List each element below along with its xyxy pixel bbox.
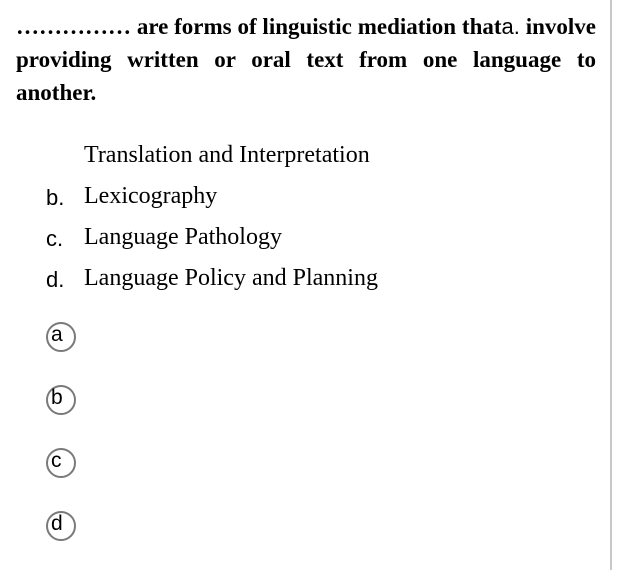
question-stem: are forms of linguistic mediation that (131, 14, 502, 39)
radio-choice-label: c (51, 449, 62, 472)
option-c (0, 220, 600, 261)
page-edge-rule (610, 0, 612, 570)
radio-choice-label: b (51, 386, 63, 409)
answer-choices (46, 322, 76, 574)
question-trailing-option-letter: a. (501, 14, 520, 39)
option-text: Lexicography (84, 183, 218, 209)
question-blank: …………… (16, 14, 131, 39)
radio-choice-label: a (51, 323, 63, 346)
radio-choice-d[interactable] (46, 511, 76, 541)
option-a (0, 138, 600, 179)
option-list (0, 138, 600, 302)
option-b (0, 179, 600, 220)
option-letter: c. (46, 226, 64, 251)
option-letter: b. (46, 185, 65, 210)
radio-choice-a[interactable] (46, 322, 76, 352)
radio-choice-label: d (51, 512, 63, 535)
question-text (16, 10, 596, 109)
option-text: Language Policy and Planning (84, 265, 378, 291)
option-letter: d. (46, 267, 65, 292)
option-text: Language Pathology (84, 224, 282, 250)
option-text: Translation and Interpretation (84, 142, 370, 168)
option-d (0, 261, 600, 302)
radio-choice-c[interactable] (46, 448, 76, 478)
radio-choice-b[interactable] (46, 385, 76, 415)
question-stem-continued: involve providing written or oral text from one language to another. (16, 14, 596, 105)
